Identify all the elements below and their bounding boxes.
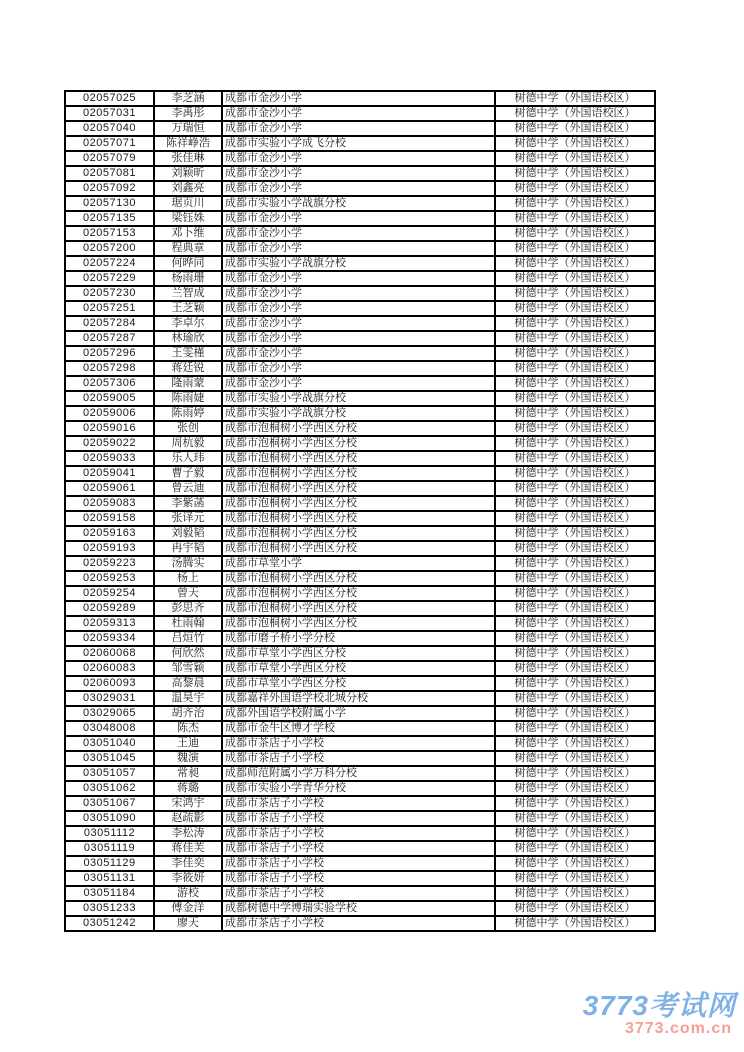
primary-school-cell: 成都市实验小学战旗分校 [222,406,495,421]
table-row [65,796,655,811]
primary-school-cell: 成都市泡桐树小学西区分校 [222,481,495,496]
student-name-cell: 万瑞恒 [154,121,222,136]
table-row [65,196,655,211]
admitted-school-cell: 树德中学（外国语校区） [495,886,655,901]
admitted-school-cell: 树德中学（外国语校区） [495,196,655,211]
exam-id-cell: 02057251 [65,301,154,316]
admitted-school-cell: 树德中学（外国语校区） [495,256,655,271]
table-row [65,766,655,781]
student-name-cell: 胡齐治 [154,706,222,721]
exam-id-cell: 03051057 [65,766,154,781]
exam-id-cell: 03029065 [65,706,154,721]
table-row [65,526,655,541]
primary-school-cell: 成都市泡桐树小学西区分校 [222,541,495,556]
table-row [65,346,655,361]
table-row [65,841,655,856]
table-row [65,661,655,676]
primary-school-cell: 成都市茶店子小学校 [222,916,495,931]
primary-school-cell: 成都市泡桐树小学西区分校 [222,526,495,541]
student-name-cell: 何欣然 [154,646,222,661]
admitted-school-cell: 树德中学（外国语校区） [495,856,655,871]
admitted-school-cell: 树德中学（外国语校区） [495,871,655,886]
primary-school-cell: 成都市金沙小学 [222,346,495,361]
student-name-cell: 蒋廷锐 [154,361,222,376]
table-row [65,286,655,301]
primary-school-cell: 成都市泡桐树小学西区分校 [222,451,495,466]
exam-id-cell: 02057229 [65,271,154,286]
exam-id-cell: 03051112 [65,826,154,841]
table-row [65,391,655,406]
admitted-school-cell: 树德中学（外国语校区） [495,811,655,826]
exam-id-cell: 02059016 [65,421,154,436]
watermark-site-url: 3773.com.cn [624,1020,732,1037]
admitted-school-cell: 树德中学（外国语校区） [495,826,655,841]
table-row [65,271,655,286]
table-row [65,406,655,421]
primary-school-cell: 成都市泡桐树小学西区分校 [222,436,495,451]
table-row [65,316,655,331]
primary-school-cell: 成都市茶店子小学校 [222,841,495,856]
admitted-school-cell: 树德中学（外国语校区） [495,436,655,451]
primary-school-cell: 成都市泡桐树小学西区分校 [222,586,495,601]
student-name-cell: 廖天 [154,916,222,931]
admitted-school-cell: 树德中学（外国语校区） [495,106,655,121]
roster-table-body [65,91,655,931]
student-name-cell: 张创 [154,421,222,436]
student-name-cell: 曾云迪 [154,481,222,496]
student-name-cell: 陈雨婕 [154,391,222,406]
table-row [65,331,655,346]
exam-id-cell: 02057040 [65,121,154,136]
primary-school-cell: 成都市金沙小学 [222,286,495,301]
admitted-school-cell: 树德中学（外国语校区） [495,751,655,766]
exam-id-cell: 03051040 [65,736,154,751]
exam-id-cell: 02059253 [65,571,154,586]
admitted-school-cell: 树德中学（外国语校区） [495,151,655,166]
exam-id-cell: 02057081 [65,166,154,181]
student-name-cell: 杨上 [154,571,222,586]
primary-school-cell: 成都市金沙小学 [222,226,495,241]
table-row [65,241,655,256]
table-row [65,451,655,466]
exam-id-cell: 02057079 [65,151,154,166]
primary-school-cell: 成都市实验小学战旗分校 [222,391,495,406]
exam-id-cell: 03029031 [65,691,154,706]
student-name-cell: 傅金洋 [154,901,222,916]
primary-school-cell: 成都嘉祥外国语学校北城分校 [222,691,495,706]
table-row [65,151,655,166]
admitted-school-cell: 树德中学（外国语校区） [495,181,655,196]
student-name-cell: 李禹彤 [154,106,222,121]
admitted-school-cell: 树德中学（外国语校区） [495,136,655,151]
table-row [65,736,655,751]
exam-id-cell: 02057306 [65,376,154,391]
exam-id-cell: 02059158 [65,511,154,526]
primary-school-cell: 成都市金沙小学 [222,181,495,196]
table-row [65,571,655,586]
primary-school-cell: 成都市金沙小学 [222,91,495,106]
primary-school-cell: 成都市实验小学青华分校 [222,781,495,796]
table-row [65,631,655,646]
student-name-cell: 邹雪颖 [154,661,222,676]
exam-id-cell: 03051119 [65,841,154,856]
watermark [496,992,736,1038]
primary-school-cell: 成都市泡桐树小学西区分校 [222,571,495,586]
admission-roster-table [64,90,656,932]
exam-id-cell: 02059041 [65,466,154,481]
exam-id-cell: 02059334 [65,631,154,646]
primary-school-cell: 成都市草堂小学西区分校 [222,661,495,676]
table-row [65,826,655,841]
table-row [65,556,655,571]
admitted-school-cell: 树德中学（外国语校区） [495,511,655,526]
exam-id-cell: 02057200 [65,241,154,256]
admitted-school-cell: 树德中学（外国语校区） [495,571,655,586]
primary-school-cell: 成都市泡桐树小学西区分校 [222,601,495,616]
exam-id-cell: 03051242 [65,916,154,931]
primary-school-cell: 成都市泡桐树小学西区分校 [222,496,495,511]
student-name-cell: 程典章 [154,241,222,256]
student-name-cell: 李佳奕 [154,856,222,871]
table-row [65,586,655,601]
primary-school-cell: 成都市金沙小学 [222,361,495,376]
admitted-school-cell: 树德中学（外国语校区） [495,226,655,241]
admitted-school-cell: 树德中学（外国语校区） [495,586,655,601]
admitted-school-cell: 树德中学（外国语校区） [495,451,655,466]
table-row [65,481,655,496]
watermark-site-name: 3773考试网 [582,990,736,1021]
primary-school-cell: 成都市金沙小学 [222,241,495,256]
student-name-cell: 曹子毅 [154,466,222,481]
student-name-cell: 杨雨珊 [154,271,222,286]
exam-id-cell: 02059061 [65,481,154,496]
student-name-cell: 陈祥峥浩 [154,136,222,151]
student-name-cell: 琚页川 [154,196,222,211]
primary-school-cell: 成都市茶店子小学校 [222,826,495,841]
table-row [65,376,655,391]
table-row [65,886,655,901]
exam-id-cell: 02060083 [65,661,154,676]
primary-school-cell: 成都市茶店子小学校 [222,871,495,886]
table-row [65,226,655,241]
table-row [65,856,655,871]
exam-id-cell: 02059022 [65,436,154,451]
admitted-school-cell: 树德中学（外国语校区） [495,526,655,541]
primary-school-cell: 成都市磨子桥小学分校 [222,631,495,646]
primary-school-cell: 成都市金牛区博才学校 [222,721,495,736]
student-name-cell: 李松涛 [154,826,222,841]
table-row [65,811,655,826]
student-name-cell: 乐人玮 [154,451,222,466]
admitted-school-cell: 树德中学（外国语校区） [495,691,655,706]
table-row [65,676,655,691]
student-name-cell: 赵疏影 [154,811,222,826]
exam-id-cell: 02059193 [65,541,154,556]
student-name-cell: 王雯槿 [154,346,222,361]
primary-school-cell: 成都市草堂小学西区分校 [222,646,495,661]
admitted-school-cell: 树德中学（外国语校区） [495,346,655,361]
table-row [65,871,655,886]
admitted-school-cell: 树德中学（外国语校区） [495,241,655,256]
admitted-school-cell: 树德中学（外国语校区） [495,406,655,421]
student-name-cell: 高黎晨 [154,676,222,691]
table-row [65,121,655,136]
primary-school-cell: 成都市茶店子小学校 [222,886,495,901]
exam-id-cell: 03051067 [65,796,154,811]
exam-id-cell: 03051131 [65,871,154,886]
primary-school-cell: 成都市茶店子小学校 [222,856,495,871]
admitted-school-cell: 树德中学（外国语校区） [495,721,655,736]
student-name-cell: 张佳琳 [154,151,222,166]
student-name-cell: 刘毅韬 [154,526,222,541]
student-name-cell: 王迪 [154,736,222,751]
primary-school-cell: 成都市实验小学战旗分校 [222,256,495,271]
admitted-school-cell: 树德中学（外国语校区） [495,391,655,406]
admitted-school-cell: 树德中学（外国语校区） [495,481,655,496]
primary-school-cell: 成都市金沙小学 [222,121,495,136]
admitted-school-cell: 树德中学（外国语校区） [495,466,655,481]
table-row [65,721,655,736]
primary-school-cell: 成都市泡桐树小学西区分校 [222,421,495,436]
student-name-cell: 李芝涵 [154,91,222,106]
exam-id-cell: 02057135 [65,211,154,226]
admitted-school-cell: 树德中学（外国语校区） [495,676,655,691]
student-name-cell: 梁钰姝 [154,211,222,226]
primary-school-cell: 成都市金沙小学 [222,271,495,286]
admitted-school-cell: 树德中学（外国语校区） [495,121,655,136]
student-name-cell: 蒋佳芙 [154,841,222,856]
primary-school-cell: 成都市金沙小学 [222,166,495,181]
primary-school-cell: 成都市实验小学成飞分校 [222,136,495,151]
table-row [65,91,655,106]
student-name-cell: 兰智成 [154,286,222,301]
admitted-school-cell: 树德中学（外国语校区） [495,661,655,676]
table-row [65,901,655,916]
table-row [65,466,655,481]
table-row [65,436,655,451]
exam-id-cell: 02059313 [65,616,154,631]
primary-school-cell: 成都市金沙小学 [222,316,495,331]
exam-id-cell: 02057224 [65,256,154,271]
admitted-school-cell: 树德中学（外国语校区） [495,496,655,511]
admitted-school-cell: 树德中学（外国语校区） [495,781,655,796]
table-row [65,916,655,931]
exam-id-cell: 02059033 [65,451,154,466]
exam-id-cell: 03051062 [65,781,154,796]
exam-id-cell: 02057031 [65,106,154,121]
table-row [65,616,655,631]
primary-school-cell: 成都市实验小学战旗分校 [222,196,495,211]
table-row [65,211,655,226]
table-row [65,541,655,556]
primary-school-cell: 成都市泡桐树小学西区分校 [222,466,495,481]
admitted-school-cell: 树德中学（外国语校区） [495,271,655,286]
student-name-cell: 蒋璐 [154,781,222,796]
admitted-school-cell: 树德中学（外国语校区） [495,841,655,856]
student-name-cell: 刘鑫亮 [154,181,222,196]
primary-school-cell: 成都市泡桐树小学西区分校 [222,511,495,526]
admitted-school-cell: 树德中学（外国语校区） [495,631,655,646]
table-row [65,256,655,271]
student-name-cell: 宋鸿宇 [154,796,222,811]
exam-id-cell: 03051184 [65,886,154,901]
exam-id-cell: 02059223 [65,556,154,571]
exam-id-cell: 02057287 [65,331,154,346]
primary-school-cell: 成都市金沙小学 [222,106,495,121]
admitted-school-cell: 树德中学（外国语校区） [495,331,655,346]
exam-id-cell: 03051090 [65,811,154,826]
primary-school-cell: 成都外国语学校附属小学 [222,706,495,721]
student-name-cell: 周杭毅 [154,436,222,451]
table-row [65,166,655,181]
student-name-cell: 隆雨蒙 [154,376,222,391]
admitted-school-cell: 树德中学（外国语校区） [495,766,655,781]
admitted-school-cell: 树德中学（外国语校区） [495,376,655,391]
exam-id-cell: 03048008 [65,721,154,736]
student-name-cell: 邓卜维 [154,226,222,241]
primary-school-cell: 成都市茶店子小学校 [222,811,495,826]
exam-id-cell: 03051045 [65,751,154,766]
exam-id-cell: 02057296 [65,346,154,361]
admitted-school-cell: 树德中学（外国语校区） [495,301,655,316]
table-row [65,706,655,721]
student-name-cell: 陈杰 [154,721,222,736]
admitted-school-cell: 树德中学（外国语校区） [495,211,655,226]
admitted-school-cell: 树德中学（外国语校区） [495,901,655,916]
student-name-cell: 汤腾实 [154,556,222,571]
admitted-school-cell: 树德中学（外国语校区） [495,556,655,571]
table-row [65,361,655,376]
student-name-cell: 常昶 [154,766,222,781]
primary-school-cell: 成都师范附属小学万科分校 [222,766,495,781]
student-name-cell: 魏演 [154,751,222,766]
primary-school-cell: 成都市金沙小学 [222,376,495,391]
exam-id-cell: 02059289 [65,601,154,616]
admitted-school-cell: 树德中学（外国语校区） [495,706,655,721]
exam-id-cell: 02057071 [65,136,154,151]
exam-id-cell: 02059254 [65,586,154,601]
student-name-cell: 李紫菡 [154,496,222,511]
table-row [65,691,655,706]
table-row [65,601,655,616]
student-name-cell: 冉宇韬 [154,541,222,556]
table-row [65,781,655,796]
exam-id-cell: 02057025 [65,91,154,106]
admitted-school-cell: 树德中学（外国语校区） [495,616,655,631]
primary-school-cell: 成都市金沙小学 [222,301,495,316]
admitted-school-cell: 树德中学（外国语校区） [495,646,655,661]
student-name-cell: 何晔同 [154,256,222,271]
exam-id-cell: 02059006 [65,406,154,421]
table-row [65,136,655,151]
primary-school-cell: 成都市金沙小学 [222,331,495,346]
primary-school-cell: 成都树德中学博瑞实验学校 [222,901,495,916]
primary-school-cell: 成都市草堂小学 [222,556,495,571]
exam-id-cell: 03051233 [65,901,154,916]
exam-id-cell: 02057298 [65,361,154,376]
exam-id-cell: 02057092 [65,181,154,196]
admitted-school-cell: 树德中学（外国语校区） [495,286,655,301]
admitted-school-cell: 树德中学（外国语校区） [495,421,655,436]
exam-id-cell: 02060068 [65,646,154,661]
student-name-cell: 彭思齐 [154,601,222,616]
primary-school-cell: 成都市茶店子小学校 [222,736,495,751]
primary-school-cell: 成都市草堂小学西区分校 [222,676,495,691]
admitted-school-cell: 树德中学（外国语校区） [495,91,655,106]
exam-id-cell: 02057153 [65,226,154,241]
exam-id-cell: 02057230 [65,286,154,301]
exam-id-cell: 02059163 [65,526,154,541]
student-name-cell: 杜雨翰 [154,616,222,631]
exam-id-cell: 02057284 [65,316,154,331]
exam-id-cell: 02057130 [65,196,154,211]
student-name-cell: 曾天 [154,586,222,601]
table-row [65,496,655,511]
primary-school-cell: 成都市金沙小学 [222,211,495,226]
table-row [65,511,655,526]
student-name-cell: 林瑜欣 [154,331,222,346]
admitted-school-cell: 树德中学（外国语校区） [495,541,655,556]
table-row [65,181,655,196]
admitted-school-cell: 树德中学（外国语校区） [495,601,655,616]
exam-id-cell: 03051129 [65,856,154,871]
table-row [65,646,655,661]
exam-id-cell: 02059005 [65,391,154,406]
table-row [65,421,655,436]
admitted-school-cell: 树德中学（外国语校区） [495,796,655,811]
primary-school-cell: 成都市茶店子小学校 [222,751,495,766]
student-name-cell: 陈雨婷 [154,406,222,421]
primary-school-cell: 成都市泡桐树小学西区分校 [222,616,495,631]
table-row [65,106,655,121]
admitted-school-cell: 树德中学（外国语校区） [495,736,655,751]
student-name-cell: 游校 [154,886,222,901]
admitted-school-cell: 树德中学（外国语校区） [495,166,655,181]
admitted-school-cell: 树德中学（外国语校区） [495,316,655,331]
admitted-school-cell: 树德中学（外国语校区） [495,916,655,931]
exam-id-cell: 02059083 [65,496,154,511]
admitted-school-cell: 树德中学（外国语校区） [495,361,655,376]
table-row [65,751,655,766]
exam-id-cell: 02060093 [65,676,154,691]
student-name-cell: 张译元 [154,511,222,526]
student-name-cell: 刘颖昕 [154,166,222,181]
table-row [65,301,655,316]
student-name-cell: 李卓尔 [154,316,222,331]
student-name-cell: 吕烜竹 [154,631,222,646]
student-name-cell: 王芝颖 [154,301,222,316]
primary-school-cell: 成都市茶店子小学校 [222,796,495,811]
primary-school-cell: 成都市金沙小学 [222,151,495,166]
student-name-cell: 温昊宇 [154,691,222,706]
student-name-cell: 李筱妍 [154,871,222,886]
